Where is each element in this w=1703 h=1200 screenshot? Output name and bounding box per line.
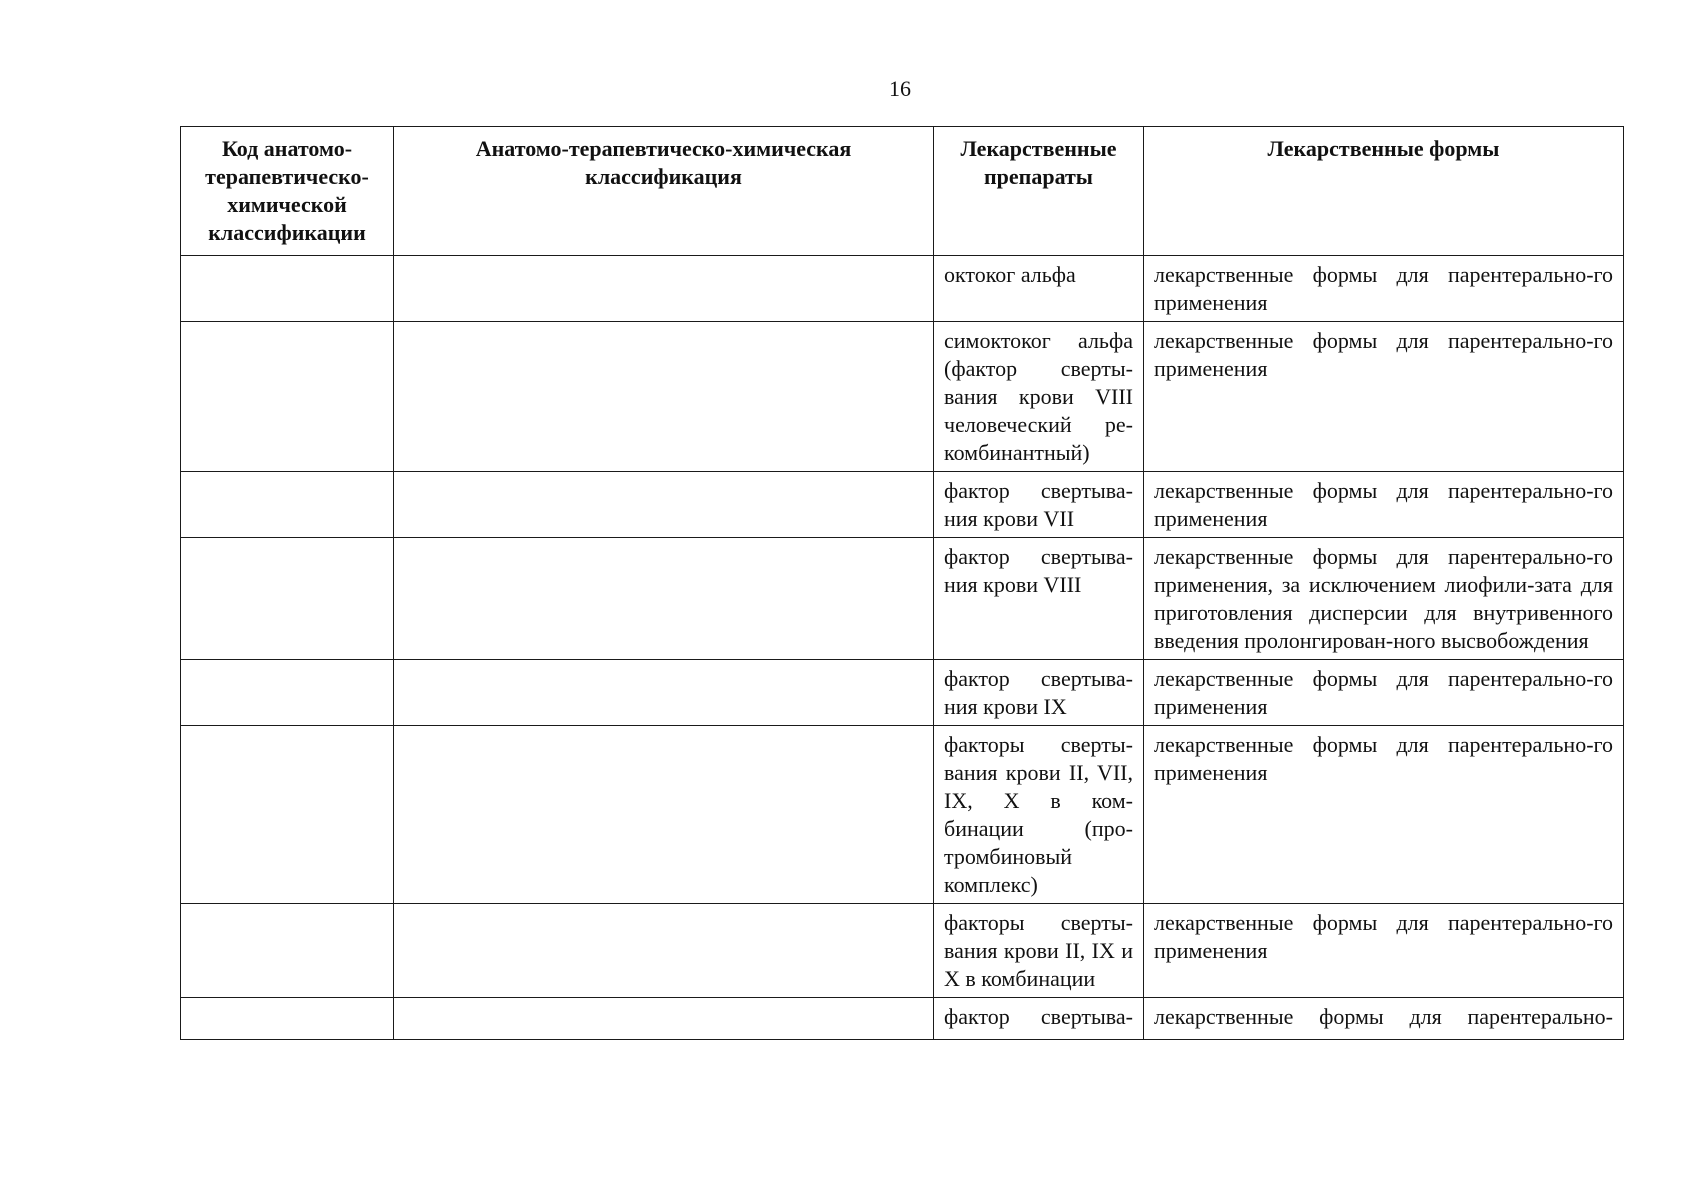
cell-dosage-forms: лекарственные формы для парентерально-го применения <box>1144 322 1624 472</box>
table-row <box>181 472 1624 538</box>
header-atc-classification: Анатомо-терапевтическо-химическая классификация <box>394 127 934 256</box>
cell-dosage-forms: лекарственные формы для парентерально-го применения <box>1144 256 1624 322</box>
cell-drug: факторы сверты-вания крови II, VII, IX, X в ком-бинации (про-тромбиновый комплекс) <box>934 726 1144 904</box>
cell-drug: факторы сверты-вания крови II, IX и X в комбинации <box>934 904 1144 998</box>
cell-dosage-forms: лекарственные формы для парентерально-го применения, за исключением лиофили-зата для приготовления дисперсии для внутривенного введения пролонгирован-ного высвобождения <box>1144 538 1624 660</box>
cell-dosage-forms: лекарственные формы для парентерально- <box>1144 998 1624 1040</box>
cell-atc-classification <box>394 660 934 726</box>
cell-atc-classification <box>394 256 934 322</box>
cell-dosage-forms: лекарственные формы для парентерально-го применения <box>1144 904 1624 998</box>
cell-drug: фактор свертыва-ния крови VIII <box>934 538 1144 660</box>
table-row <box>181 256 1624 322</box>
cell-dosage-forms: лекарственные формы для парентерально-го применения <box>1144 660 1624 726</box>
cell-atc-classification <box>394 726 934 904</box>
cell-atc-code <box>181 904 394 998</box>
cell-atc-code <box>181 538 394 660</box>
header-drugs: Лекарственные препараты <box>934 127 1144 256</box>
table-header-row <box>181 127 1624 256</box>
cell-atc-classification <box>394 998 934 1040</box>
cell-dosage-forms: лекарственные формы для парентерально-го применения <box>1144 726 1624 904</box>
cell-atc-classification <box>394 472 934 538</box>
cell-atc-classification <box>394 322 934 472</box>
cell-atc-code <box>181 256 394 322</box>
cell-dosage-forms: лекарственные формы для парентерально-го применения <box>1144 472 1624 538</box>
table-row <box>181 726 1624 904</box>
header-atc-code: Код анатомо-терапевтическо-химической классификации <box>181 127 394 256</box>
header-dosage-forms: Лекарственные формы <box>1144 127 1624 256</box>
atc-drug-table <box>180 126 1624 1040</box>
cell-drug: фактор свертыва-ния крови VII <box>934 472 1144 538</box>
cell-atc-code <box>181 660 394 726</box>
cell-atc-code <box>181 726 394 904</box>
cell-atc-classification <box>394 904 934 998</box>
table-row <box>181 660 1624 726</box>
cell-drug: симоктоког альфа (фактор сверты-вания крови VIII человеческий ре-комбинантный) <box>934 322 1144 472</box>
table-row <box>181 322 1624 472</box>
cell-drug: октоког альфа <box>934 256 1144 322</box>
table-row <box>181 538 1624 660</box>
cell-drug: фактор свертыва-ния крови IX <box>934 660 1144 726</box>
cell-atc-code <box>181 472 394 538</box>
cell-atc-classification <box>394 538 934 660</box>
cell-drug: фактор свертыва- <box>934 998 1144 1040</box>
table-row <box>181 998 1624 1040</box>
page-number: 16 <box>889 76 911 101</box>
cell-atc-code <box>181 998 394 1040</box>
table-row <box>181 904 1624 998</box>
cell-atc-code <box>181 322 394 472</box>
